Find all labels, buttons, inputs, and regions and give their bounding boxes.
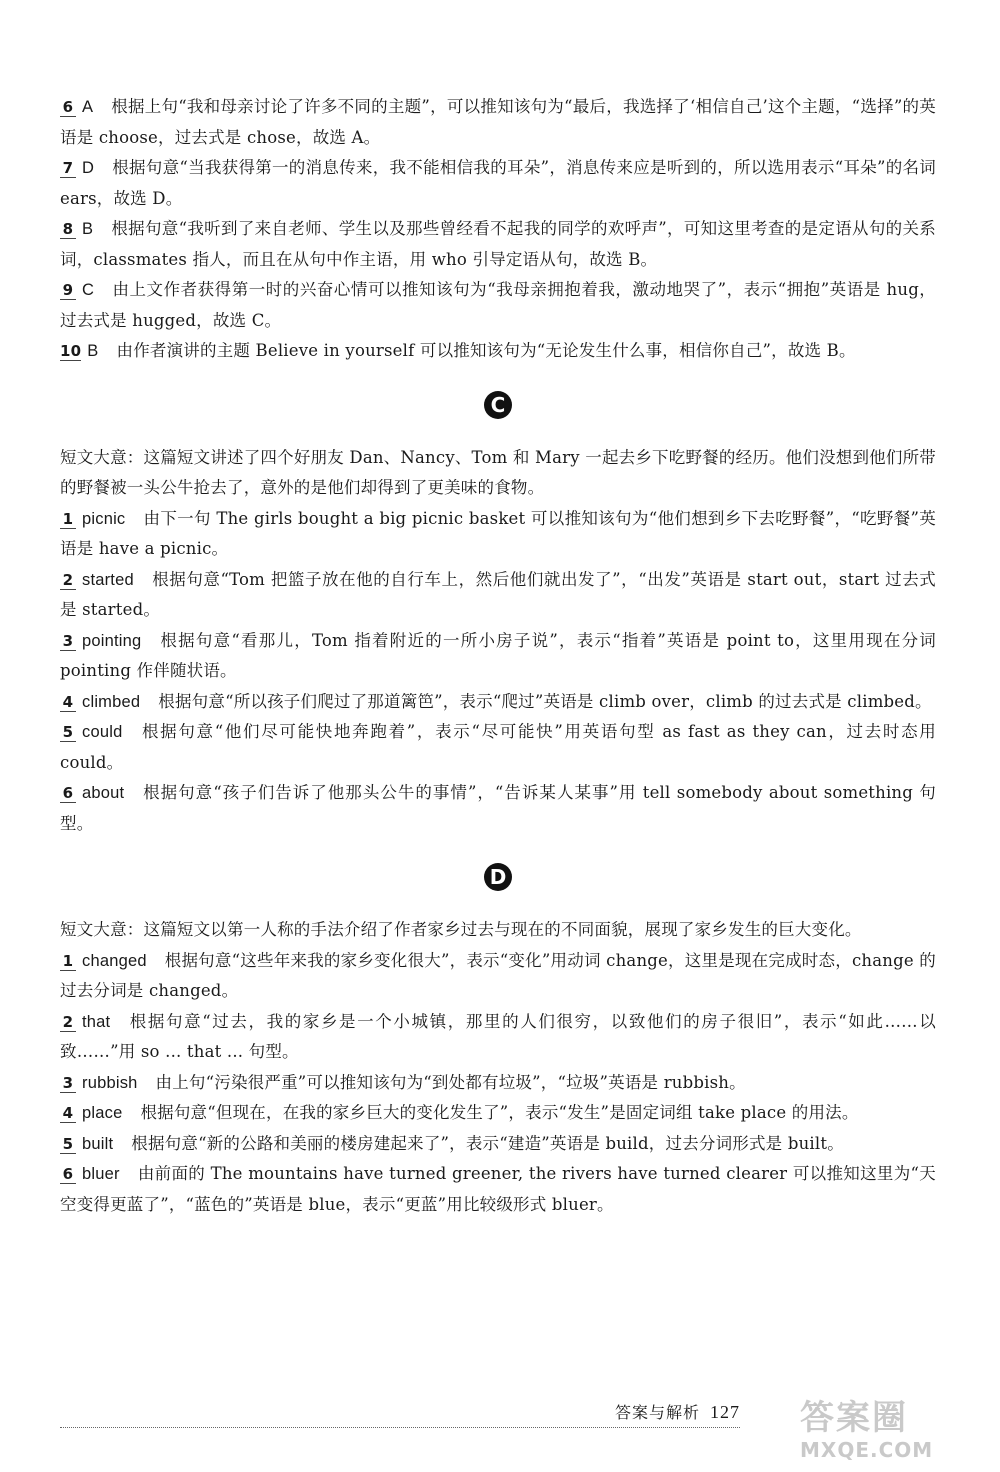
item-number: 10 <box>60 342 82 360</box>
item-answer: about <box>82 784 125 802</box>
item-explanation: 根据句意“但现在，在我的家乡巨大的变化发生了”，表示“发生”是固定词组 take place 的用法。 <box>140 1103 859 1122</box>
section-summary: 短文大意：这篇短文讲述了四个好朋友 Dan、Nancy、Tom 和 Mary 一起去乡下吃野餐的经历。他们没想到他们所带的野餐被一头公牛抢去了，意外的是他们却得到了更美味的食物。 <box>60 447 936 497</box>
item-answer: picnic <box>82 509 126 528</box>
answer-page <box>60 92 936 1220</box>
section-c-header <box>60 367 936 443</box>
answer-item <box>60 717 936 778</box>
item-answer: bluer <box>82 1165 120 1183</box>
watermark-url: MXQE.COM <box>800 1438 934 1462</box>
item-explanation: 根据句意“所以孩子们爬过了那道篱笆”，表示“爬过”英语是 climb over，climb 的过去式是 climbed。 <box>158 691 932 711</box>
answer-item <box>60 1159 936 1220</box>
item-number: 6 <box>60 98 76 117</box>
answer-item <box>60 214 936 275</box>
item-number: 5 <box>60 1135 76 1154</box>
item-answer: started <box>82 570 134 589</box>
item-number: 8 <box>60 220 76 239</box>
item-number: 2 <box>60 571 76 590</box>
footer-label: 答案与解析 <box>614 1403 700 1422</box>
watermark-text: 答案圈 <box>800 1398 908 1438</box>
answer-item <box>60 1098 936 1129</box>
item-number: 7 <box>60 159 76 178</box>
watermark-logo <box>800 1398 985 1468</box>
item-explanation: 由作者演讲的主题 Believe in yourself 可以推知该句为“无论发生什么事，相信你自己”，故选 B。 <box>116 341 856 360</box>
section-d-header <box>60 839 936 915</box>
page-footer <box>60 1395 740 1428</box>
item-number: 3 <box>60 1074 76 1093</box>
item-answer: pointing <box>82 631 142 650</box>
answer-item <box>60 1068 936 1099</box>
section-d-badge: D <box>484 863 512 891</box>
item-answer: place <box>82 1104 123 1122</box>
item-explanation: 由上句“污染很严重”可以推知该句为“到处都有垃圾”，“垃圾”英语是 rubbish。 <box>155 1072 746 1092</box>
answer-item <box>60 1007 936 1068</box>
page-number: 127 <box>710 1402 740 1422</box>
item-explanation: 根据句意“看那儿，Tom 指着附近的一所小房子说”，表示“指着”英语是 point to，这里用现在分词 pointing 作伴随状语。 <box>60 630 936 680</box>
item-number: 9 <box>60 281 76 300</box>
item-number: 3 <box>60 632 76 651</box>
item-explanation: 根据句意“Tom 把篮子放在他的自行车上，然后他们就出发了”，“出发”英语是 start out，start 过去式是 started。 <box>60 569 936 619</box>
item-number: 6 <box>60 784 76 803</box>
item-explanation: 根据句意“孩子们告诉了他那头公牛的事情”，“告诉某人某事”用 tell somebody about something 句型。 <box>60 783 936 833</box>
item-answer: rubbish <box>82 1073 138 1092</box>
item-number: 5 <box>60 723 76 742</box>
item-explanation: 由上文作者获得第一时的兴奋心情可以推知该句为“我母亲拥抱着我，激动地哭了”，表示“拥抱”英语是 hug，过去式是 hugged，故选 C。 <box>60 280 936 330</box>
item-explanation: 根据句意“新的公路和美丽的楼房建起来了”，表示“建造”英语是 build，过去分词形式是 built。 <box>131 1133 844 1153</box>
item-explanation: 根据句意“过去，我的家乡是一个小城镇，那里的人们很穷，以致他们的房子很旧”，表示“如此……以致……”用 so ... that ... 句型。 <box>60 1011 936 1061</box>
answer-item <box>60 778 936 839</box>
item-number: 4 <box>60 1104 76 1123</box>
answer-item <box>60 565 936 626</box>
item-explanation: 根据句意“当我获得第一的消息传来，我不能相信我的耳朵”，消息传来应是听到的，所以选用表示“耳朵”的名词 ears，故选 D。 <box>60 158 936 208</box>
answer-item <box>60 1129 936 1160</box>
answer-item <box>60 275 936 336</box>
section-c <box>60 443 936 840</box>
item-explanation: 由前面的 The mountains have turned greener, the rivers have turned clearer 可以推知这里为“天空变得更蓝了”，“蓝色的”英语是 blue，表示“更蓝”用比较级形式 bluer。 <box>60 1164 936 1214</box>
answer-item <box>60 687 936 718</box>
footer-text <box>615 1400 740 1423</box>
item-explanation: 根据句意“这些年来我的家乡变化很大”，表示“变化”用动词 change，这里是现在完成时态，change 的过去分词是 changed。 <box>60 950 936 1000</box>
item-number: 2 <box>60 1013 76 1032</box>
answer-item <box>60 504 936 565</box>
item-number: 4 <box>60 693 76 712</box>
item-explanation: 根据上句“我和母亲讨论了许多不同的主题”，可以推知该句为“最后，我选择了‘相信自己’这个主题，“选择”的英语是 choose，过去式是 chose，故选 A。 <box>60 97 936 147</box>
section-summary: 短文大意：这篇短文以第一人称的手法介绍了作者家乡过去与现在的不同面貌，展现了家乡发生的巨大变化。 <box>60 920 862 939</box>
section-b-items <box>60 92 936 367</box>
item-answer: B <box>87 342 99 360</box>
item-answer: could <box>82 723 123 741</box>
item-number: 1 <box>60 952 76 971</box>
item-explanation: 根据句意“他们尽可能快地奔跑着”，表示“尽可能快”用英语句型 as fast as they can，过去时态用 could。 <box>60 722 936 772</box>
item-explanation: 根据句意“我听到了来自老师、学生以及那些曾经看不起我的同学的欢呼声”，可知这里考查的是定语从句的关系词，classmates 指人，而且在从句中作主语，用 who 引导定语从句，故选 B。 <box>60 219 936 269</box>
item-answer: that <box>82 1012 111 1031</box>
item-answer: A <box>82 98 94 116</box>
item-explanation: 由下一句 The girls bought a big picnic basket 可以推知该句为“他们想到乡下去吃野餐”，“吃野餐”英语是 have a picnic。 <box>60 508 936 558</box>
item-answer: climbed <box>82 692 141 711</box>
answer-item <box>60 336 936 367</box>
section-d <box>60 915 936 1220</box>
item-answer: built <box>82 1134 114 1153</box>
item-answer: B <box>82 220 94 238</box>
answer-item <box>60 153 936 214</box>
section-c-badge: C <box>484 391 512 419</box>
answer-item <box>60 946 936 1007</box>
item-answer: changed <box>82 951 147 970</box>
answer-item <box>60 626 936 687</box>
answer-item <box>60 92 936 153</box>
item-answer: D <box>82 159 95 177</box>
item-number: 6 <box>60 1165 76 1184</box>
item-answer: C <box>82 281 95 299</box>
item-number: 1 <box>60 510 76 529</box>
